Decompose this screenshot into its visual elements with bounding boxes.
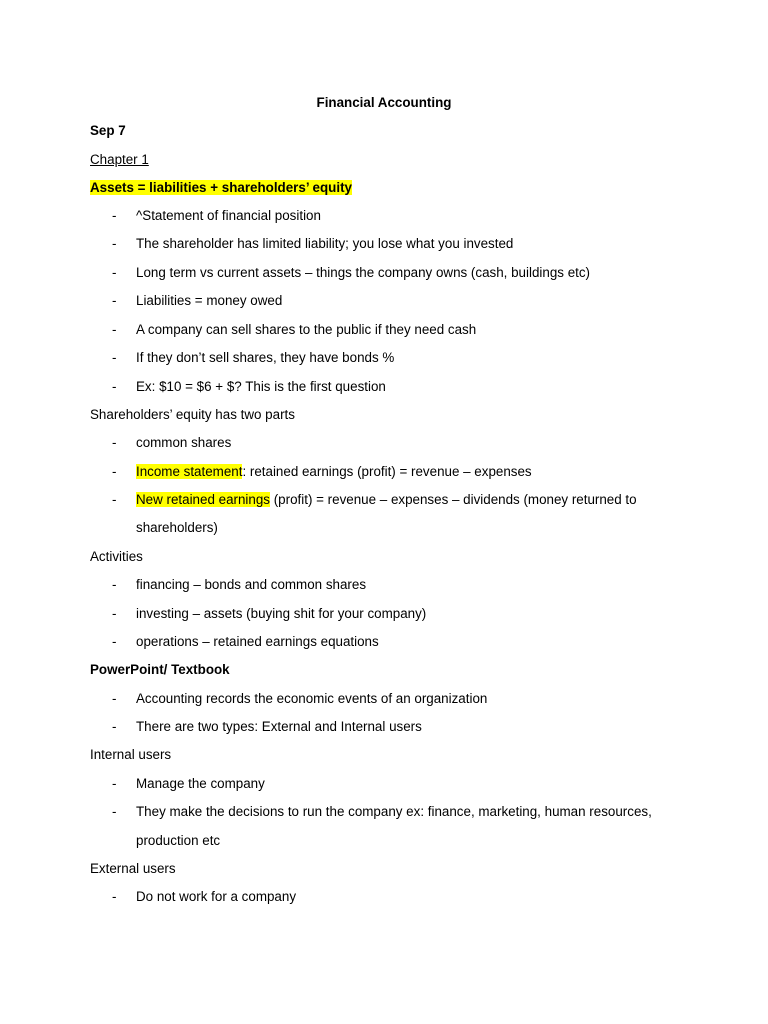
- bullet-dash: -: [112, 464, 117, 479]
- new-retained-earnings-item: [136, 490, 637, 510]
- new-retained-earnings-continuation: shareholders): [136, 520, 218, 535]
- date-heading: Sep 7: [90, 123, 126, 138]
- bullet-dash: -: [112, 379, 117, 394]
- equation-highlight: Assets = liabilities + shareholders’ equity: [90, 180, 352, 195]
- bullet-dash: -: [112, 265, 117, 280]
- bullet-dash: -: [112, 492, 117, 507]
- new-retained-earnings-highlight: New retained earnings: [136, 492, 270, 507]
- bullet-dash: -: [112, 804, 117, 819]
- bullet-dash: -: [112, 236, 117, 251]
- bullet-item: Manage the company: [136, 776, 265, 791]
- income-statement-item: [136, 462, 532, 482]
- bullet-item: They make the decisions to run the company ex: finance, marketing, human resources,: [136, 804, 652, 819]
- bullet-dash: -: [112, 889, 117, 904]
- bullet-item: investing – assets (buying shit for your company): [136, 606, 427, 621]
- bullet-dash: -: [112, 634, 117, 649]
- new-retained-earnings-text: (profit) = revenue – expenses – dividends (money returned to: [270, 492, 637, 507]
- equity-heading: Shareholders’ equity has two parts: [90, 407, 295, 422]
- bullet-item: Liabilities = money owed: [136, 293, 283, 308]
- bullet-item-continuation: production etc: [136, 833, 221, 848]
- bullet-item: common shares: [136, 435, 232, 450]
- bullet-item: Do not work for a company: [136, 889, 297, 904]
- bullet-dash: -: [112, 208, 117, 223]
- bullet-dash: -: [112, 435, 117, 450]
- powerpoint-heading: PowerPoint/ Textbook: [90, 662, 230, 677]
- bullet-item: operations – retained earnings equations: [136, 634, 379, 649]
- internal-users-heading: Internal users: [90, 747, 172, 762]
- bullet-dash: -: [112, 719, 117, 734]
- bullet-dash: -: [112, 350, 117, 365]
- bullet-item: Ex: $10 = $6 + $? This is the first question: [136, 379, 386, 394]
- income-statement-highlight: Income statement: [136, 464, 243, 479]
- bullet-item: There are two types: External and Internal users: [136, 719, 422, 734]
- bullet-item: A company can sell shares to the public if they need cash: [136, 322, 477, 337]
- bullet-item: The shareholder has limited liability; you lose what you invested: [136, 236, 514, 251]
- bullet-dash: -: [112, 293, 117, 308]
- bullet-dash: -: [112, 776, 117, 791]
- bullet-item: Accounting records the economic events of an organization: [136, 691, 488, 706]
- bullet-item: financing – bonds and common shares: [136, 577, 367, 592]
- bullet-dash: -: [112, 691, 117, 706]
- bullet-dash: -: [112, 606, 117, 621]
- external-users-heading: External users: [90, 861, 176, 876]
- income-statement-text: : retained earnings (profit) = revenue – expenses: [242, 464, 532, 479]
- document-title: Financial Accounting: [316, 95, 452, 110]
- bullet-item: If they don’t sell shares, they have bonds %: [136, 350, 395, 365]
- chapter-heading: Chapter 1: [90, 152, 149, 167]
- bullet-dash: -: [112, 577, 117, 592]
- bullet-item: Long term vs current assets – things the company owns (cash, buildings etc): [136, 265, 591, 280]
- bullet-dash: -: [112, 322, 117, 337]
- equation-heading: [90, 178, 352, 198]
- activities-heading: Activities: [90, 549, 143, 564]
- bullet-item: ^Statement of financial position: [136, 208, 321, 223]
